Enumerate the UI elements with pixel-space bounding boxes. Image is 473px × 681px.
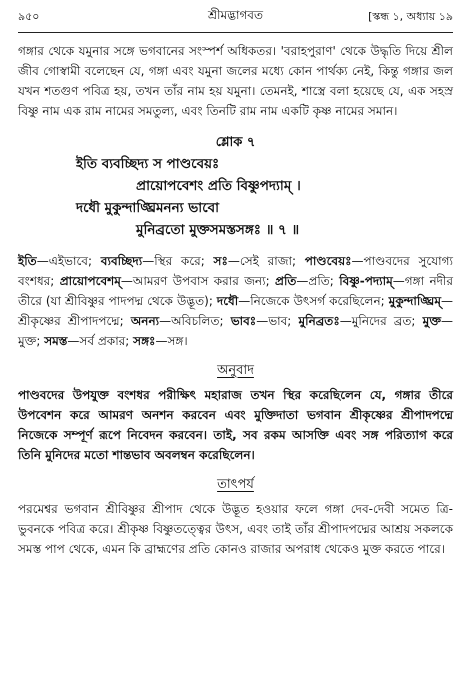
synonym-word: দধৌ — [216, 294, 239, 308]
verse-line-4: মুনিব্রতো মুক্তসমস্তসঙ্গঃ ॥ ৭ ॥ — [136, 222, 300, 238]
synonyms-paragraph — [18, 251, 453, 351]
translation-title: অনুবাদ — [217, 363, 254, 378]
synonym-meaning: —স্থির করে; — [142, 254, 214, 268]
synonym-meaning: —শ্রীকৃষ্ণের শ্রীপাদপদ্মে; — [18, 294, 453, 328]
synonym-meaning: —সর্ব প্রকার; — [67, 334, 134, 348]
synonym-meaning: —নিজেকে উৎসর্গ করেছিলেন; — [238, 294, 389, 308]
synonym-meaning: —প্রতি; — [296, 274, 340, 288]
synonym-word: মুনিব্রতঃ — [298, 314, 340, 328]
synonym-meaning: —অবিচলিত; — [159, 314, 231, 328]
page-header — [18, 0, 453, 33]
purport-title: তাৎপর্য — [217, 477, 254, 492]
synonym-word: ভাবঃ — [230, 314, 257, 328]
verse-line-2: প্রায়োপবেশং প্রতি বিষ্ণুপদ্যাম্ । — [136, 178, 301, 194]
synonym-word: ইতি — [18, 254, 37, 268]
translation-text: পাণ্ডবদের উপযুক্ত বংশধর পরীক্ষিৎ মহারাজ তখন স্থির করেছিলেন যে, গঙ্গার তীরে উপবেশন করে আমরণ অনশন করবেন এবং মুক্তিদাতা ভগবান শ্রীকৃষ্ণের শ্রীপাদপদ্মে নিজেকে সম্পূর্ণ রূপে নিবেদন করবেন। তাই, সব রকম আসক্তি এবং সঙ্গ পরিত্যাগ করে তিনি মুনিদের মতো শান্তভাব অবলম্বন করেছিলেন। — [18, 388, 453, 462]
verse-line-1: ইতি ব্যবচ্ছিদ্য স পাণ্ডবেয়ঃ — [76, 156, 220, 172]
book-title: শ্রীমদ্ভাগবত — [207, 8, 263, 22]
synonym-meaning: —গঙ্গা নদীর তীরে (যা শ্রীবিষ্ণুর পাদপদ্ম থেকে উদ্ভূত); — [18, 274, 453, 308]
synonym-word: পাণ্ডবেয়ঃ — [304, 254, 352, 268]
synonym-word: সঃ — [213, 254, 228, 268]
synonym-meaning: —সেই রাজা; — [227, 254, 305, 268]
synonym-word: অনন্য — [130, 314, 160, 328]
synonym-word: ব্যবচ্ছিদ্য — [100, 254, 143, 268]
verse-title: শ্লোক ৭ — [215, 135, 256, 150]
synonym-meaning: —এইভাবে; — [36, 254, 101, 268]
synonym-meaning: —ভাব; — [256, 314, 299, 328]
synonym-word: মুকুন্দাঙ্ঘ্রিম্ — [388, 294, 441, 308]
intro-paragraph: গঙ্গার থেকে যমুনার সঙ্গে ভগবানের সংস্পর্শ অধিকতর। 'বরাহপুরাণ' থেকে উদ্ধৃতি দিয়ে শ্রীল জীব গোস্বামী বলেছেন যে, গঙ্গা এবং যমুনা জলের মধ্যে কোন পার্থক্য নেই, কিন্তু গঙ্গার জল যখন শতগুণ পবিত্র হয়, তখন তাঁর নাম হয় যমুনা। তেমনই, শাস্ত্রে বলা হয়েছে যে, এক সহস্র বিষ্ণু নাম এক রাম নামের সমতুল্য, এবং তিনটি রাম নাম একটি কৃষ্ণ নামের সমান। — [18, 44, 453, 118]
synonym-word: সমস্ত — [44, 334, 68, 348]
purport-text: পরমেশ্বর ভগবান শ্রীবিষ্ণুর শ্রীপাদ থেকে উদ্ভূত হওয়ার ফলে গঙ্গা দেব-দেবী সমেত ত্রি-ভুবনকে পবিত্র করে। শ্রীকৃষ্ণ বিষ্ণুতত্ত্বের উৎস, এবং তাই তাঁর শ্রীপাদপদ্মের আশ্রয় সকলকে সমস্ত পাপ থেকে, এমন কি ব্রাহ্মণের প্রতি কোনও রাজার অপরাধ থেকেও মুক্ত করতে পারে। — [18, 502, 453, 556]
verse-line-3: দধৌ মুকুন্দাঙ্ঘ্রিমনন্য ভাবো — [76, 200, 220, 216]
page-number: ৯৫০ — [18, 10, 40, 23]
synonym-meaning: —মুনিদের ব্রত; — [339, 314, 423, 328]
synonym-word: সঙ্গঃ — [133, 334, 156, 348]
synonym-word: বিষ্ণু-পদ্যাম্ — [339, 274, 393, 288]
canto-chapter: [স্কন্ধ ১, অধ্যায় ১৯ — [368, 10, 453, 23]
synonym-meaning: —পাণ্ডবদের সুযোগ্য বংশধর; — [18, 254, 453, 288]
synonym-word: মুক্ত — [422, 314, 441, 328]
synonym-word: প্রতি — [274, 274, 297, 288]
synonym-meaning: —সঙ্গ। — [155, 334, 188, 348]
synonym-meaning: —আমরণ উপবাস করার জন্য; — [120, 274, 275, 288]
synonym-meaning: —মুক্ত; — [18, 314, 453, 348]
synonym-word: প্রায়োপবেশম্ — [59, 274, 121, 288]
